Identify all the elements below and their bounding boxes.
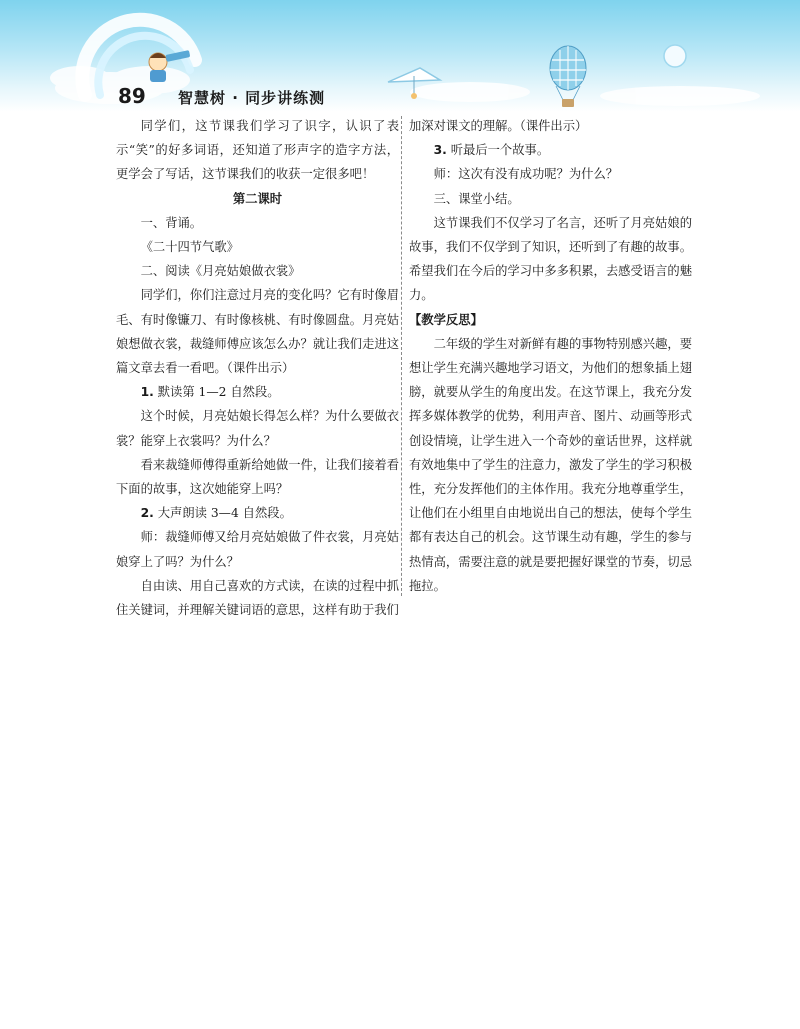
paragraph: 《二十四节气歌》	[140, 240, 239, 255]
paragraph: 师：这次有没有成功呢？为什么？	[433, 167, 619, 182]
paragraph: 一、背诵。	[140, 215, 203, 230]
step-number: 3.	[433, 143, 447, 158]
paragraph: 这节课我们不仅学习了名言，还听了月亮姑娘的故事，我们不仅学到了知识，还听到了有趣的故事。希望我们在今后的学习中多多积累，去感受语言的魅力。	[409, 215, 692, 303]
paragraph: 这个时候，月亮姑娘长得怎么样？为什么要做衣裳？能穿上衣裳吗？为什么？	[116, 409, 399, 448]
column-divider	[401, 116, 402, 596]
paragraph: 三、课堂小结。	[433, 191, 520, 206]
page-number: 89	[118, 84, 146, 108]
section-title: 第二课时	[232, 191, 283, 206]
step-number: 2.	[140, 506, 154, 521]
paragraph: 同学们，这节课我们学习了识字，认识了表示“笑”的好多词语，还知道了形声字的造字方法，更学会了写话，这节课我们的收获一定很多吧！	[116, 119, 399, 182]
paragraph: 二年级的学生对新鲜有趣的事物特别感兴趣，要想让学生充满兴趣地学习语文，为他们的想象插上翅膀，就要从学生的角度出发。在这节课上，我充分发挥多媒体教学的优势，利用声音、图片、动画等形式创设情境，让学生进入一个奇妙的童话世界，这样就有效地集中了学生的注意力，激发了学生的学习积极性，充分发挥他们的主体作用。我充分地尊重学生，让他们在小组里自由地说出自己的想法，使每个学生都有表达自己的机会。这节课生动有趣，学生的参与热情高，需要注意的就是要把握好课堂的节奏，切忌拖拉。	[409, 336, 692, 593]
paragraph: 加深对课文的理解。（课件出示）	[409, 119, 588, 133]
series-title: 智慧树 · 同步讲练测	[178, 89, 326, 107]
sun-icon	[664, 45, 686, 67]
paragraph: 自由读、用自己喜欢的方式读，在读的过程中抓住关键词，并理解关键词语的意思，这样有助于我们	[116, 578, 399, 618]
step-text: 听最后一个故事。	[446, 143, 550, 158]
step-text: 大声朗读 3—4 自然段。	[153, 506, 292, 521]
paragraph: 看来裁缝师傅得重新给她做一件，让我们接着看下面的故事，这次她能穿上吗？	[116, 457, 399, 497]
right-column	[409, 114, 692, 598]
paragraph: 二、阅读《月亮姑娘做衣裳》	[140, 264, 301, 279]
step-text: 默读第 1—2 自然段。	[153, 385, 280, 400]
paragraph: 师：裁缝师傅又给月亮姑娘做了件衣裳，月亮姑娘穿上了吗？为什么？	[116, 530, 399, 569]
paragraph: 同学们，你们注意过月亮的变化吗？它有时像眉毛、有时像镰刀、有时像核桃、有时像圆盘。月亮姑娘想做衣裳，裁缝师傅应该怎么办？就让我们走进这篇文章去看一看吧。（课件出示）	[116, 288, 399, 376]
step-number: 1.	[140, 385, 154, 400]
numbered-step	[409, 138, 692, 162]
numbered-step	[116, 501, 399, 525]
hot-air-balloon-icon	[550, 46, 586, 107]
reflection-heading: 【教学反思】	[409, 312, 483, 327]
left-column	[116, 114, 399, 622]
header-banner	[0, 0, 800, 112]
numbered-step	[116, 380, 399, 404]
